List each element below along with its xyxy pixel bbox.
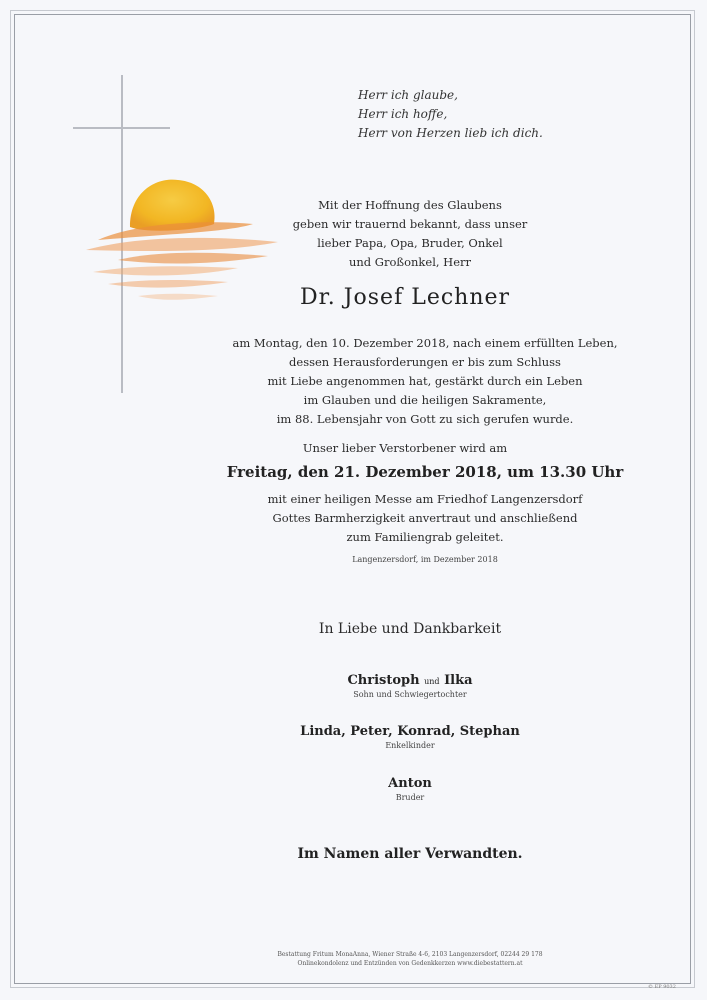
funeral-date: Freitag, den 21. Dezember 2018, um 13.30 Uhr — [226, 463, 624, 481]
motto-line: Herr ich glaube, — [358, 88, 458, 102]
mourner-role: Bruder — [395, 793, 425, 802]
mourner-role: Enkelkinder — [385, 741, 435, 750]
mourner-first: Christoph — [347, 673, 420, 688]
motto-line: Herr von Herzen lieb ich dich. — [358, 126, 543, 140]
deceased-name: Dr. Josef Lechner — [299, 285, 511, 310]
mass-line: mit einer heiligen Messe am Friedhof Langenzersdorf — [267, 492, 583, 506]
body-line: mit Liebe angenommen hat, gestärkt durch ein Leben — [267, 374, 583, 388]
mourner-entry — [240, 776, 580, 802]
mourner-name — [240, 673, 580, 688]
mass-line: Gottes Barmherzigkeit anvertraut und anschließend — [272, 511, 578, 525]
footer-line: Bestattung Fritum MonaAnna, Wiener Straße 4-6, 2103 Langenzersdorf, 02244 29 178 — [277, 951, 543, 958]
mourner-name: Linda, Peter, Konrad, Stephan — [300, 724, 520, 739]
mass-text — [215, 490, 635, 547]
intro-line: Mit der Hoffnung des Glaubens — [318, 198, 502, 212]
mourner-und: und — [424, 677, 440, 686]
body-line: am Montag, den 10. Dezember 2018, nach einem erfüllten Leben, — [232, 336, 618, 350]
mourner-name: Anton — [388, 776, 432, 791]
mass-line: zum Familiengrab geleitet. — [346, 530, 504, 544]
funeral-home-footer — [220, 950, 600, 968]
intro-line: lieber Papa, Opa, Bruder, Onkel — [317, 236, 503, 250]
bible-motto — [358, 86, 658, 143]
mourner-role: Sohn und Schwiegertochter — [353, 690, 467, 699]
body-line: dessen Herausforderungen er bis zum Schluss — [289, 355, 561, 369]
template-code: © EP 9032 — [648, 984, 676, 990]
intro-line: geben wir trauernd bekannt, dass unser — [292, 217, 528, 231]
body-line: im 88. Lebensjahr von Gott zu sich gerufen wurde. — [276, 412, 574, 426]
intro-line: und Großonkel, Herr — [348, 255, 472, 269]
mourner-entry — [240, 673, 580, 699]
closing-line: In Liebe und Dankbarkeit — [318, 621, 502, 637]
intro-text — [250, 196, 570, 272]
announce-text: Unser lieber Verstorbener wird am — [302, 441, 508, 455]
footer-line: Onlinekondolenz und Entzünden von Gedenkkerzen www.diebestattern.at — [297, 960, 523, 967]
final-line: Im Namen aller Verwandten. — [297, 846, 523, 862]
obituary-text — [195, 334, 655, 429]
mourner-entry — [240, 724, 580, 750]
mourner-second: Ilka — [444, 673, 473, 688]
cross-horizontal — [73, 127, 170, 129]
motto-line: Herr ich hoffe, — [358, 107, 448, 121]
place-date: Langenzersdorf, im Dezember 2018 — [352, 555, 498, 564]
body-line: im Glauben und die heiligen Sakramente, — [303, 393, 547, 407]
